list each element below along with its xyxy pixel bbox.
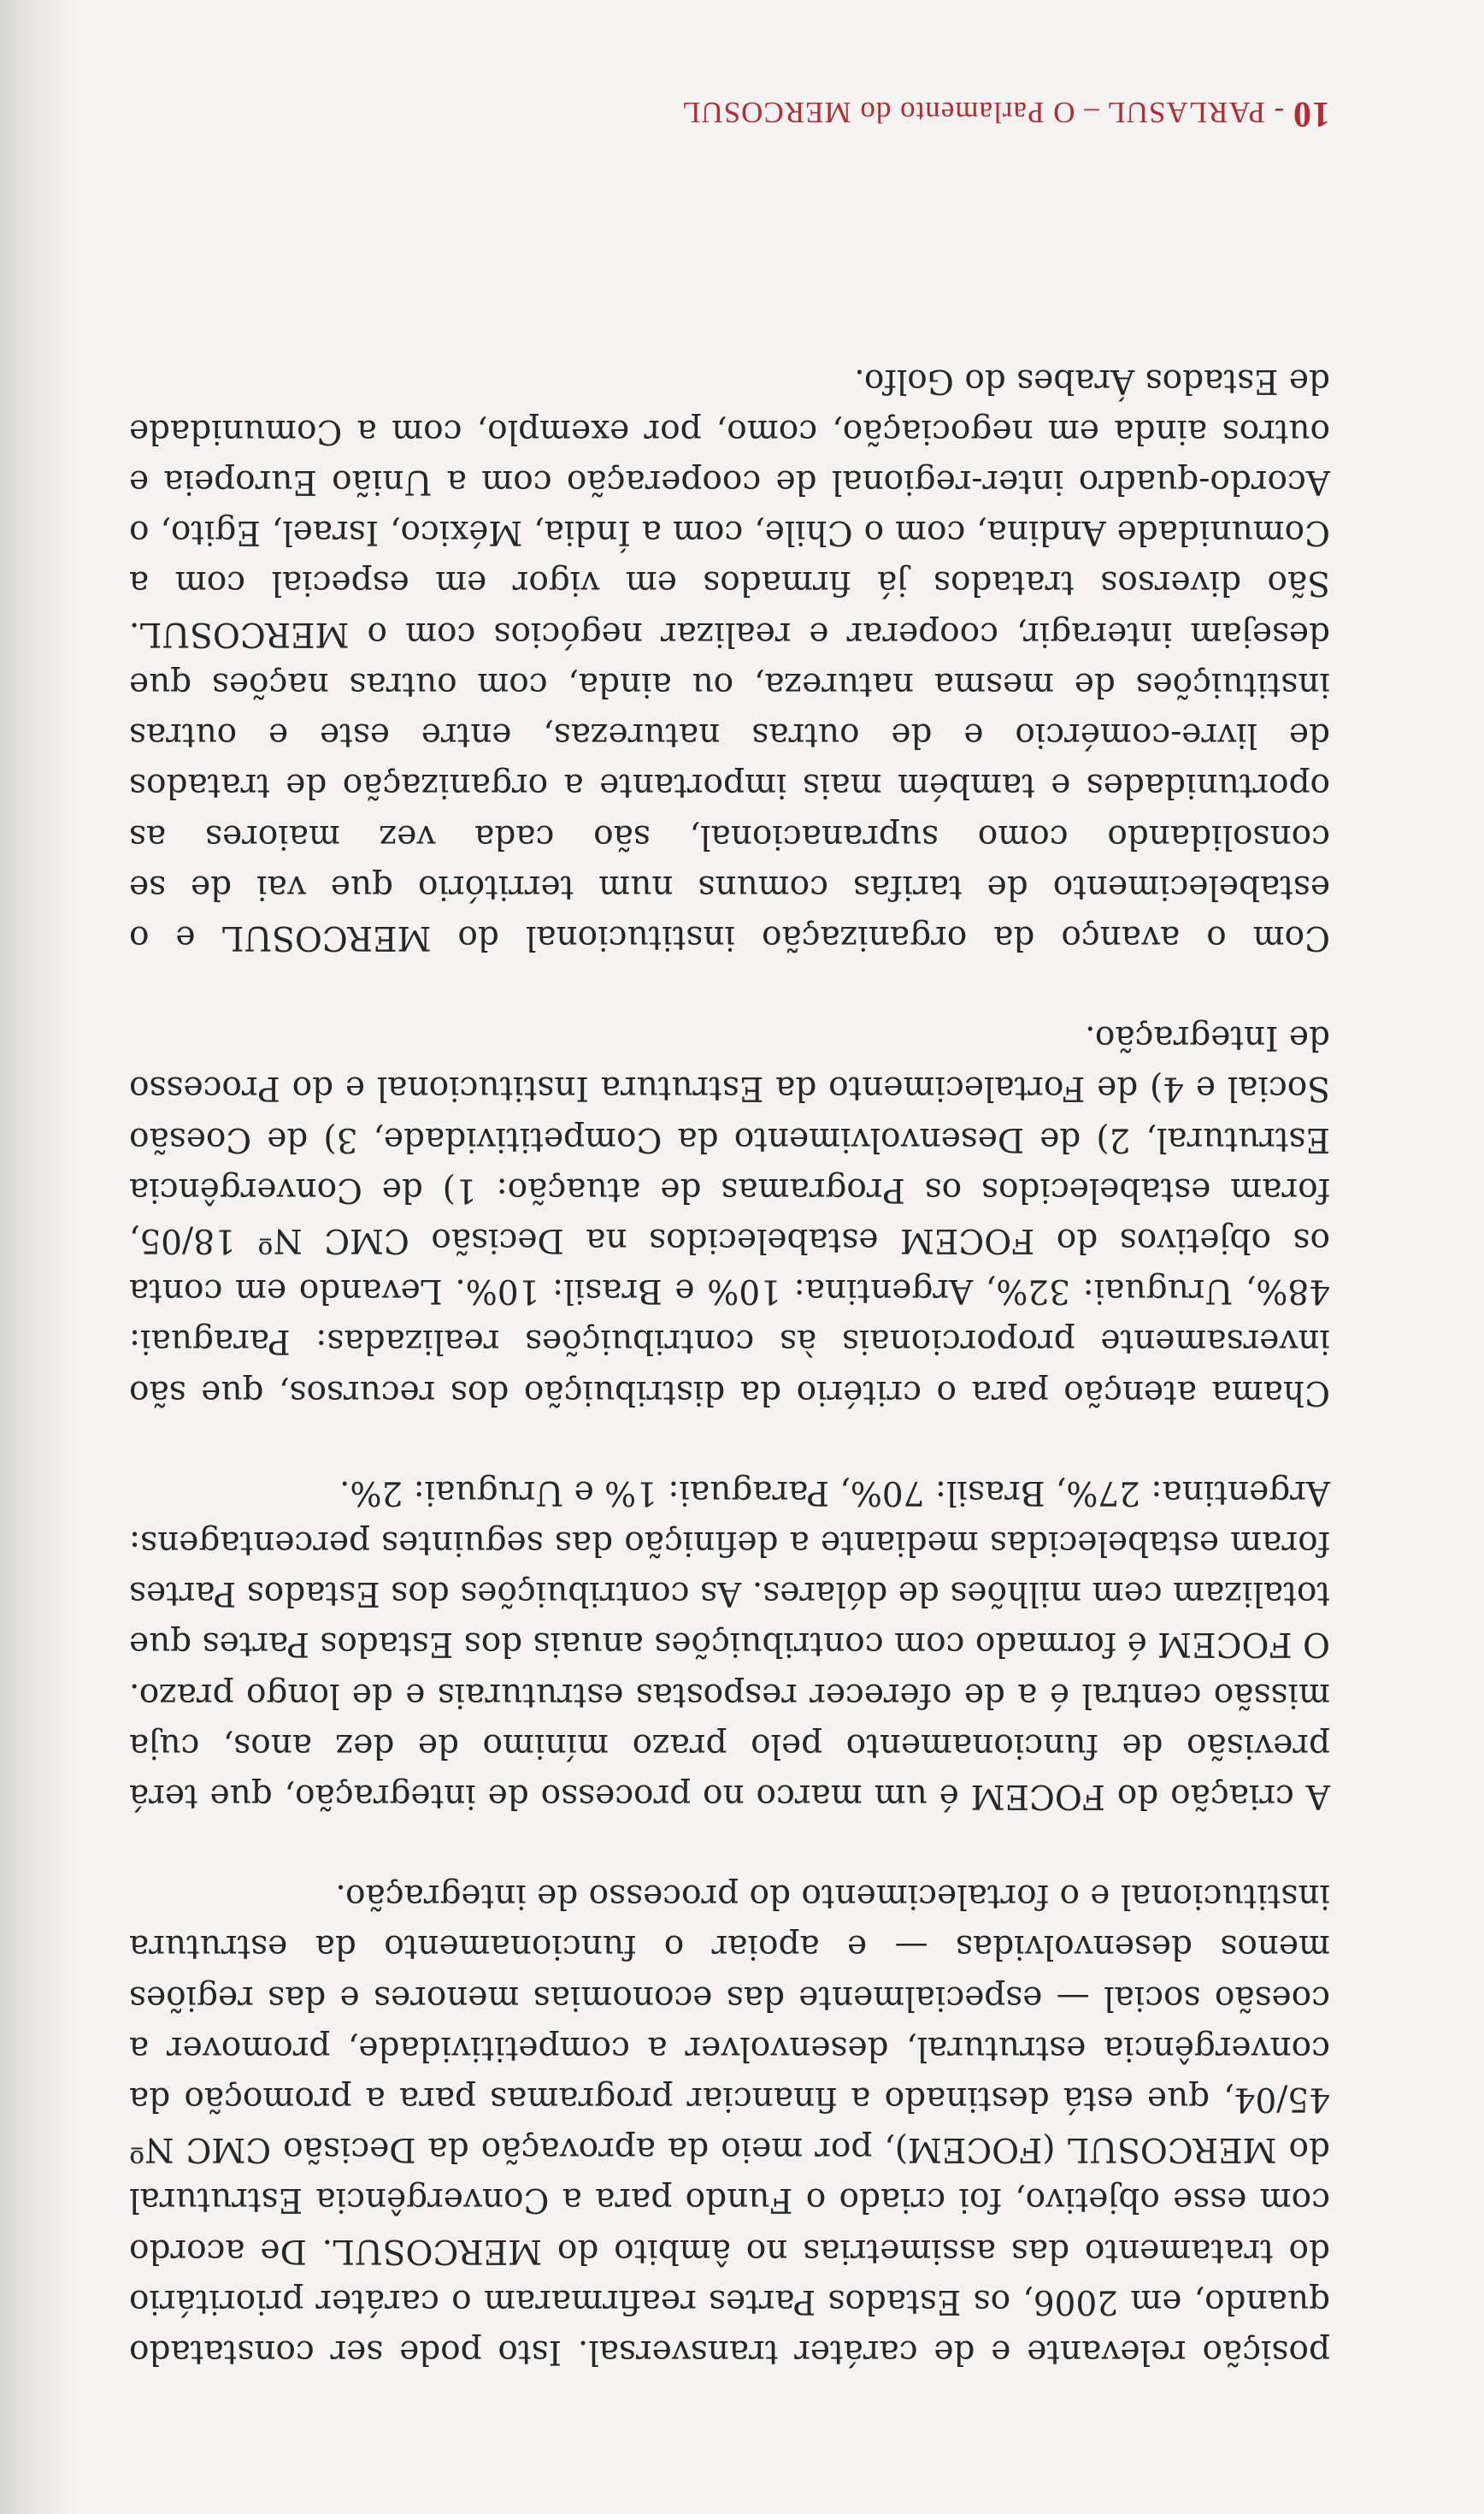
running-footer <box>681 93 1330 134</box>
body-text <box>129 355 1330 2377</box>
book-gutter-shadow <box>0 0 77 2514</box>
paragraph-1: posição relevante e de caráter transversal. Isto pode ser constatado quando, em 2006, os Estados Partes reafirmaram o caráter prioritário do tratamento das assimetrias no âmbito do MERCOSUL. De acordo com esse objetivo, foi criado o Fundo para a Convergência Estrutural do MERCOSUL (FOCEM), por meio da aprovação da Decisão CMC Nº 45/04, que está destinado a financiar programas para a promoção da convergência estrutural, desenvolver a competitividade, promover a coesão social — especialmente das economias menores e das regiões menos desenvolvidas — e apoiar o funcionamento da estrutura institucional e o fortalecimento do processo de integração. <box>129 1877 1330 2371</box>
paragraph-3: Chama atenção para o critério da distribuição dos recursos, que são inversamente proporcionais às contribuições realizadas: Paraguai: 48%, Uruguai: 32%, Argentina: 10% e Brasil: 10%. Levando em conta os objetivos do FOCEM estabelecidos na Decisão CMC Nº 18/05, foram estabelecidos os Programas de atuação: 1) de Convergência Estrutural, 2) de Desenvolvimento da Competitividade, 3) de Coesão Social e 4) de Fortalecimento da Estrutura Institucional e do Processo de Integração. <box>129 1018 1330 1412</box>
footer-separator: - <box>1264 96 1293 129</box>
paragraph-2: A criação do FOCEM é um marco no processo de integração, que terá previsão de funcionamento pelo prazo mínimo de dez anos, cuja missão central é a de oferecer respostas estruturais e de longo prazo. O FOCEM é formado com contribuições anuais dos Estados Partes que totalizam cem milhões de dólares. As contribuições dos Estados Partes foram estabelecidas mediante a definição das seguintes percentagens: Argentina: 27%, Brasil: 70%, Paraguai: 1% e Uruguai: 2%. <box>129 1472 1330 1815</box>
paragraph-4: Com o avanço da organização institucional do MERCOSUL e o estabelecimento de tarifas comuns num território que vai de se consolidando como supranacional, são cada vez maiores as oportunidades e também mais importante a organização de tratados de livre-comércio e de outras naturezas, entre este e outras instituições de mesma natureza, ou ainda, com outras nações que desejam interagir, cooperar e realizar negócios com o MERCOSUL. São diversos tratados já firmados em vigor em especial com a Comunidade Andina, com o Chile, com a Índia, México, Israel, Egito, o Acordo-quadro inter-regional de cooperação com a União Europeia e outros ainda em negociação, como, por exemplo, com a Comunidade de Estados Árabes do Golfo. <box>129 361 1330 957</box>
page-number: 10 <box>1293 94 1330 133</box>
footer-title: PARLASUL – O Parlamento do MERCOSUL <box>680 96 1265 129</box>
